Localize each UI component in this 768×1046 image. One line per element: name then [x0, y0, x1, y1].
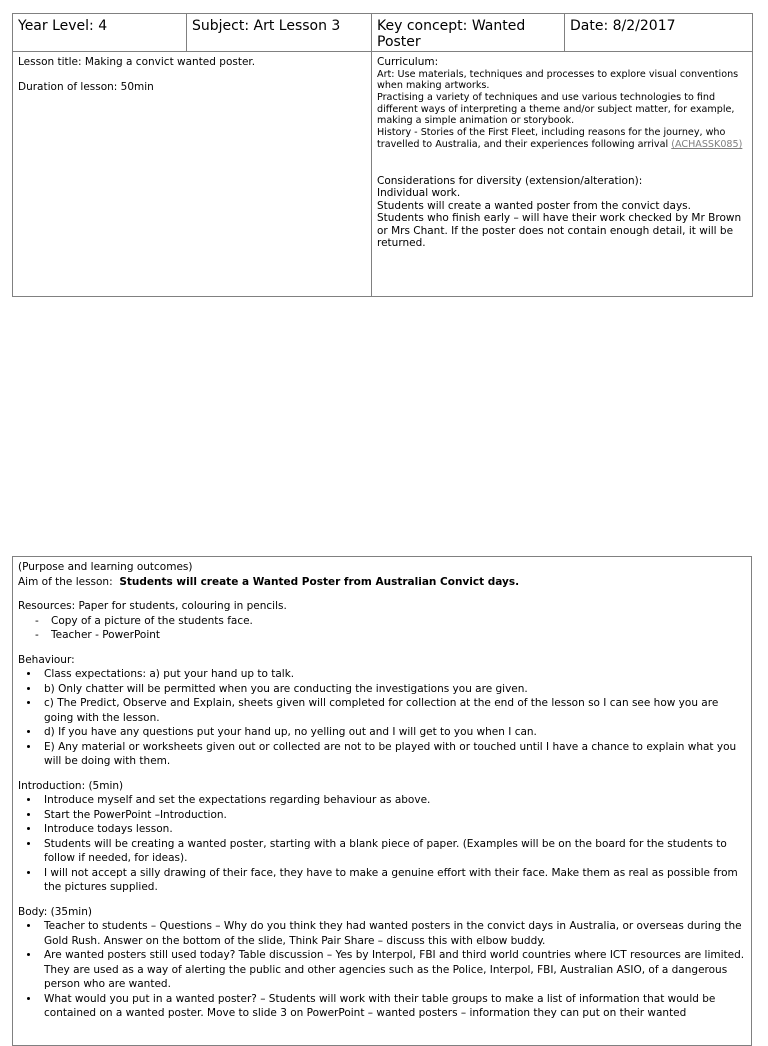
details-row	[13, 52, 753, 297]
curriculum-art: Art: Use materials, techniques and processes to explore visual conventions when making artworks.	[377, 68, 739, 92]
resources-list	[18, 614, 746, 643]
curriculum-code-link[interactable]: (ACHASSK085)	[671, 138, 743, 150]
diversity-students-create: Students will create a wanted poster from the convict days.	[377, 199, 691, 212]
introduction-list	[18, 793, 746, 895]
behaviour-label: Behaviour:	[18, 653, 75, 666]
behaviour-item: • c) The Predict, Observe and Explain, sheets given will completed for collection at the end of the lesson so I can see how you are going with the lesson.	[40, 696, 746, 725]
body-item: • What would you put in a wanted poster? – Students will work with their table groups to make a list of information that would be contained on a wanted poster. Move to slide 3 on PowerPoint – wanted posters – information they can put on their wanted	[40, 992, 746, 1021]
behaviour-list	[18, 667, 746, 769]
diversity-finish-early: Students who finish early – will have their work checked by Mr Brown or Mrs Chant. If the poster does not contain enough detail, it will be returned.	[377, 212, 742, 250]
header-row	[13, 14, 753, 52]
history-text: History - Stories of the First Fleet, including reasons for the journey, who travelled to Australia, and their experiences following	[377, 127, 726, 150]
introduction-item: • Students will be creating a wanted poster, starting with a blank piece of paper. (Examples will be on the board for the students to follow if needed, for ideas).	[40, 837, 746, 866]
behaviour-item: • Class expectations: a) put your hand up to talk.	[40, 667, 746, 682]
lesson-title: Lesson title: Making a convict wanted poster.	[18, 56, 256, 68]
introduction-item: • I will not accept a silly drawing of their face, they have to make a genuine effort with their face. Make them as real as possible from the pictures supplied.	[40, 866, 746, 895]
introduction-item: • Introduce myself and set the expectations regarding behaviour as above.	[40, 793, 746, 808]
arrival-word: arrival	[637, 138, 669, 150]
introduction-label: Introduction: (5min)	[18, 779, 124, 792]
body-label: Body: (35min)	[18, 905, 92, 918]
date-cell: Date: 8/2/2017	[565, 14, 753, 52]
introduction-item: • Introduce todays lesson.	[40, 822, 746, 837]
subject-cell: Subject: Art Lesson 3	[187, 14, 372, 52]
curriculum-cell	[372, 52, 753, 297]
lesson-info-cell	[13, 52, 372, 297]
diversity-individual: Individual work.	[377, 187, 461, 200]
key-concept-cell: Key concept: Wanted Poster	[372, 14, 565, 52]
aim-label: Aim of the lesson:	[18, 575, 113, 588]
behaviour-item: • b) Only chatter will be permitted when you are conducting the investigations you are given.	[40, 682, 746, 697]
body-item: • Teacher to students – Questions – Why do you think they had wanted posters in the convict days in Australia, or overseas during the Gold Rush. Answer on the bottom of the slide, Think Pair Share – discuss this with elbow buddy.	[40, 919, 746, 948]
behaviour-item: • E) Any material or worksheets given out or collected are not to be played with or touched until I have a chance to explain what you will be doing with them.	[40, 740, 746, 769]
resource-item: - Teacher - PowerPoint	[35, 628, 746, 643]
curriculum-heading: Curriculum:	[377, 56, 439, 68]
lesson-duration: Duration of lesson: 50min	[18, 80, 154, 93]
body-item: • Are wanted posters still used today? Table discussion – Yes by Interpol, FBI and third world countries where ICT resources are limited. They are used as a way of alerting the public and other agencies such as the Police, Interpol, FBI, Australian ASIO, of a dangerous person who are wanted.	[40, 948, 746, 992]
introduction-item: • Start the PowerPoint –Introduction.	[40, 808, 746, 823]
behaviour-item: • d) If you have any questions put your hand up, no yelling out and I will get to you when I can.	[40, 725, 746, 740]
lesson-header-table	[12, 13, 753, 297]
purpose-heading: (Purpose and learning outcomes)	[18, 561, 193, 573]
curriculum-history	[377, 127, 747, 150]
diversity-heading: Considerations for diversity (extension/alteration):	[377, 174, 643, 187]
aim-line	[18, 575, 746, 590]
year-level-cell: Year Level: 4	[13, 14, 187, 52]
resource-item: - Copy of a picture of the students face.	[35, 614, 746, 629]
aim-text: Students will create a Wanted Poster from Australian Convict days.	[119, 575, 520, 588]
curriculum-practising: Practising a variety of techniques and use various technologies to find different ways of interpreting a theme and/or subject matter, for example, making a simple animation or storybook.	[377, 92, 735, 127]
resources-label: Resources: Paper for students, colouring in pencils.	[18, 600, 287, 612]
body-list	[18, 919, 746, 1021]
lesson-plan-box	[12, 556, 752, 1046]
